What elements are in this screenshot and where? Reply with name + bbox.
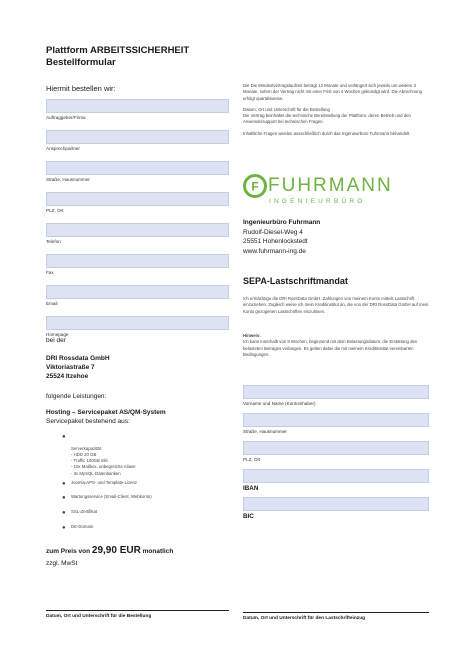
sepa-street-input[interactable]: [243, 413, 429, 427]
contact-person-input[interactable]: [46, 130, 229, 144]
svg-text:F: F: [251, 179, 259, 194]
supplier-street: Viktoriastraße 7: [46, 364, 95, 371]
signature-label-debit: Datum, Ort und Unterschrift für den Lastschrifteinzug: [243, 616, 366, 621]
service-server-capacity: Serverkapazität: - HDD 20 GB - Traffic 100GB inkl. - 10x Mailbox, unbegrenzte Aliase - 3x MySQL-Datenbanken: [71, 445, 136, 476]
terms-block: [243, 83, 429, 137]
service-item: [46, 524, 229, 536]
homepage-input[interactable]: [46, 316, 229, 330]
page-title: [46, 45, 189, 69]
supplier-intro: bei der: [46, 337, 66, 344]
signature-line-debit[interactable]: [243, 612, 429, 613]
email-label: Email: [46, 301, 58, 306]
price-suffix: monatlich: [142, 548, 174, 555]
title-line-1: Plattform ARBEITSSICHERHEIT: [46, 45, 190, 56]
sepa-heading: SEPA-Lastschriftmandat: [243, 276, 348, 286]
service-item: [46, 509, 229, 524]
service-item: [46, 480, 229, 494]
company-city: 25551 Hohenlockstedt: [243, 238, 308, 245]
sepa-text: Ich ermächtige die DRI RossData GmbH, Zahlungen von meinem Konto mittels Lastschrift einzuziehen. Zugleich weise ich mein Kreditinstitut an, die von der DRI RossData GmbH auf mein Konto gezogenen Lastschriften einzulösen.: [243, 296, 429, 314]
terms-paragraph-3: Inhaltliche Fragen werden ausschließlich durch das Ingenieurbüro Fuhrmann behandelt.: [243, 130, 411, 136]
email-input[interactable]: [46, 285, 229, 299]
company-street: Rudolf-Diesel-Weg 4: [243, 228, 303, 236]
iban-input[interactable]: [243, 469, 429, 483]
sepa-hint: [243, 333, 429, 358]
logo-tagline: INGENIEURBÜRO: [269, 198, 366, 205]
price-line: [46, 545, 229, 556]
account-holder-label: Vorname und Name (Kontoinhaber): [243, 401, 316, 406]
signature-label-order: Datum, Ort und Unterschrift für die Bestellung: [46, 614, 152, 619]
service-item: [46, 494, 229, 509]
zip-city-label: PLZ, Ort: [46, 208, 64, 213]
sepa-zip-city-input[interactable]: [243, 441, 429, 455]
service-item: [46, 433, 229, 480]
bullet-icon: ●: [62, 434, 66, 440]
company-label: Auftraggeber/Firma: [46, 115, 86, 120]
service-maintenance: Wartungsservice (Email-Client, Webkonto): [71, 494, 152, 499]
sepa-street-label: Straße, Hausnummer: [243, 429, 287, 434]
sepa-zip-city-label: PLZ, Ort: [243, 457, 261, 462]
bic-label: BIC: [243, 513, 254, 520]
sepa-fields: [243, 385, 429, 525]
service-joomla-license: Joomla-APS- und Template-Lizenz: [71, 480, 138, 485]
zip-city-input[interactable]: [46, 192, 229, 206]
terms-paragraph-2: Datum, Ort und Unterschrift für die Bestellung Die Vertrag beinhaltet die technische Bereitstellung der Plattform, deren Betrieb und den Anwendersupport bei technischen Fragen.: [243, 106, 411, 125]
supplier-address: [46, 354, 229, 381]
signature-line-order[interactable]: [46, 610, 229, 611]
account-holder-input[interactable]: [243, 385, 429, 399]
company-logo: [243, 173, 429, 211]
contact-person-label: Ansprechpartner: [46, 146, 80, 151]
terms-paragraph-1: Die Die Mindestvertragslaufzeit beträgt 12 Monate und verlängert sich jeweils um weitere 3 Monate, sofern der Vertrag nicht mit einer Frist von 4 Wochen gekündigt wird. Die Abrechnung erfolgt quartalsweise.: [243, 83, 423, 101]
iban-label: IBAN: [243, 485, 259, 492]
product-name: Hosting – Servicepaket AS/QM-System: [46, 409, 166, 416]
sepa-hint-title: Hinweis:: [243, 333, 261, 338]
services-subtitle: Servicepaket bestehend aus:: [46, 418, 130, 425]
price-amount: 29,90 EUR: [91, 545, 141, 556]
fax-input[interactable]: [46, 254, 229, 268]
bullet-icon: ●: [62, 481, 66, 487]
company-input[interactable]: [46, 99, 229, 113]
bullet-icon: ●: [62, 525, 66, 531]
services-heading: folgende Leistungen:: [46, 393, 107, 400]
homepage-label: Homepage: [46, 332, 69, 337]
company-address: [243, 218, 429, 256]
fax-label: Fax: [46, 270, 54, 275]
street-label: Straße, Hausnummer: [46, 177, 90, 182]
price-tax: zzgl. MwSt: [46, 560, 78, 567]
phone-input[interactable]: [46, 223, 229, 237]
service-ssl: SSL-Zertifikat: [71, 509, 98, 514]
price-prefix: zum Preis von: [46, 548, 91, 555]
supplier-city: 25524 Itzehoe: [46, 373, 89, 380]
bullet-icon: ●: [62, 495, 66, 501]
company-name: Ingenieurbüro Fuhrmann: [243, 219, 321, 226]
sepa-hint-text: Ich kann innerhalb von 8 Wochen, beginnend mit dem Belastungsdatum, die Erstattung des belasteten Betrages verlangen. Es gelten dabei die mit meinem Kreditinstitut vereinbarten Bedingungen.: [243, 339, 418, 357]
service-domain: DE-Domain: [71, 524, 94, 529]
bullet-icon: ●: [62, 510, 66, 516]
services-list: [46, 433, 229, 536]
street-input[interactable]: [46, 161, 229, 175]
phone-label: Telefon: [46, 239, 61, 244]
logo-wordmark: FUHRMANN: [268, 175, 393, 196]
company-web: www.fuhrmann-ing.de: [243, 247, 306, 255]
supplier-name: DRI Rossdata GmbH: [46, 355, 110, 362]
order-fields: [46, 99, 229, 347]
title-line-2: Bestellformular: [46, 57, 116, 68]
bic-input[interactable]: [243, 497, 429, 511]
order-intro: Hiermit bestellen wir:: [46, 84, 116, 93]
